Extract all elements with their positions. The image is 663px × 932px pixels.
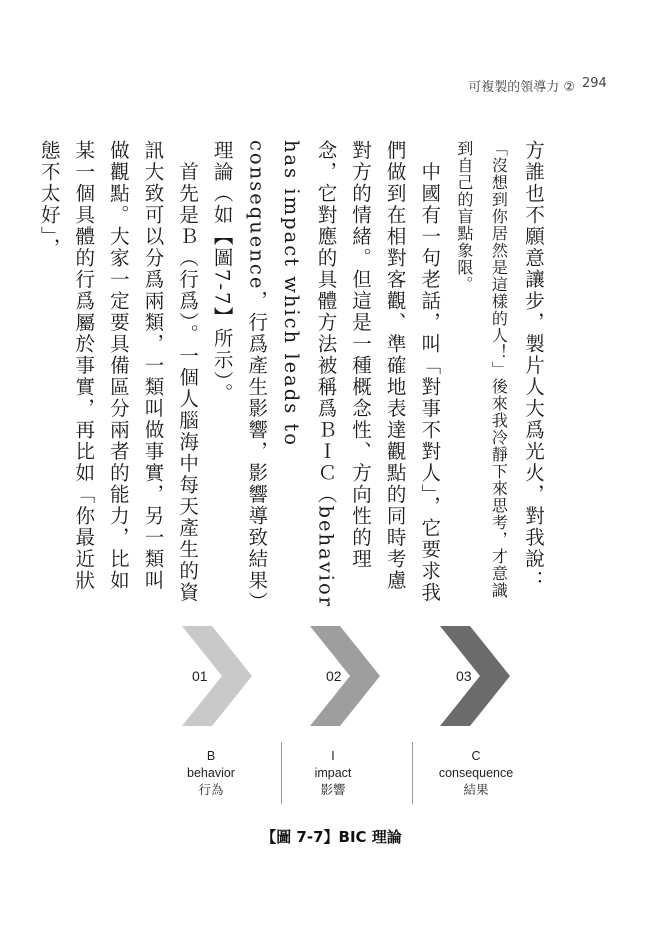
figure-caption: 【圖 7-7】BIC 理論: [261, 828, 402, 846]
paragraph: 中國有一句老話，叫「對事不對人」，它要求我們做到在相對客觀、準確地表達觀點的同時考慮對方的情緒。但這是一種概念性、方向性的理念，它對應的具體方法被稱爲ＢＩＣ（behavior has impact which leads to consequence，行爲產生影響，影響導致結果）理論（如【圖7-7】所示）。: [210, 140, 442, 609]
book-title: 可複製的領導力 ②: [468, 80, 575, 95]
chevrons-graphic: [160, 620, 540, 740]
page-number: 294: [582, 76, 607, 91]
step-number-2: 02: [326, 668, 342, 684]
bic-figure: [160, 620, 540, 810]
step-chinese: 影響: [320, 783, 346, 797]
chevron-step-2: [310, 626, 380, 726]
step-number-1: 01: [192, 668, 208, 684]
step-letter: C: [471, 749, 481, 763]
quote-paragraph: 「沒想到你居然是這樣的人！」後來我冷靜下來思考，才意識到自己的盲點象限。: [454, 140, 509, 599]
step-english: behavior: [187, 766, 235, 780]
chevron-step-3: [440, 626, 510, 726]
paragraph: 方誰也不願意讓步，製片人大爲光火，對我說：: [522, 140, 545, 592]
step-chinese: 結果: [463, 783, 489, 797]
step-letter: B: [206, 749, 216, 763]
vertical-body-text: [37, 140, 550, 612]
step-chinese: 行為: [198, 783, 224, 797]
step-number-3: 03: [456, 668, 472, 684]
divider: [412, 742, 413, 804]
step-label-i: [273, 748, 393, 799]
page-header: [0, 76, 663, 96]
step-english: impact: [314, 766, 352, 780]
paragraph: 首先是Ｂ（行爲）。一個人腦海中每天產生的資訊大致可以分爲兩類，一類叫做事實，另一類叫做觀點。大家一定要具備區分兩者的能力，比如某一個具體的行爲屬於事實，再比如「你最近狀態不太好」，: [37, 140, 200, 604]
step-letter: I: [331, 749, 335, 763]
step-label-c: [416, 748, 536, 799]
step-label-b: [151, 748, 271, 799]
step-english: consequence: [438, 766, 514, 780]
